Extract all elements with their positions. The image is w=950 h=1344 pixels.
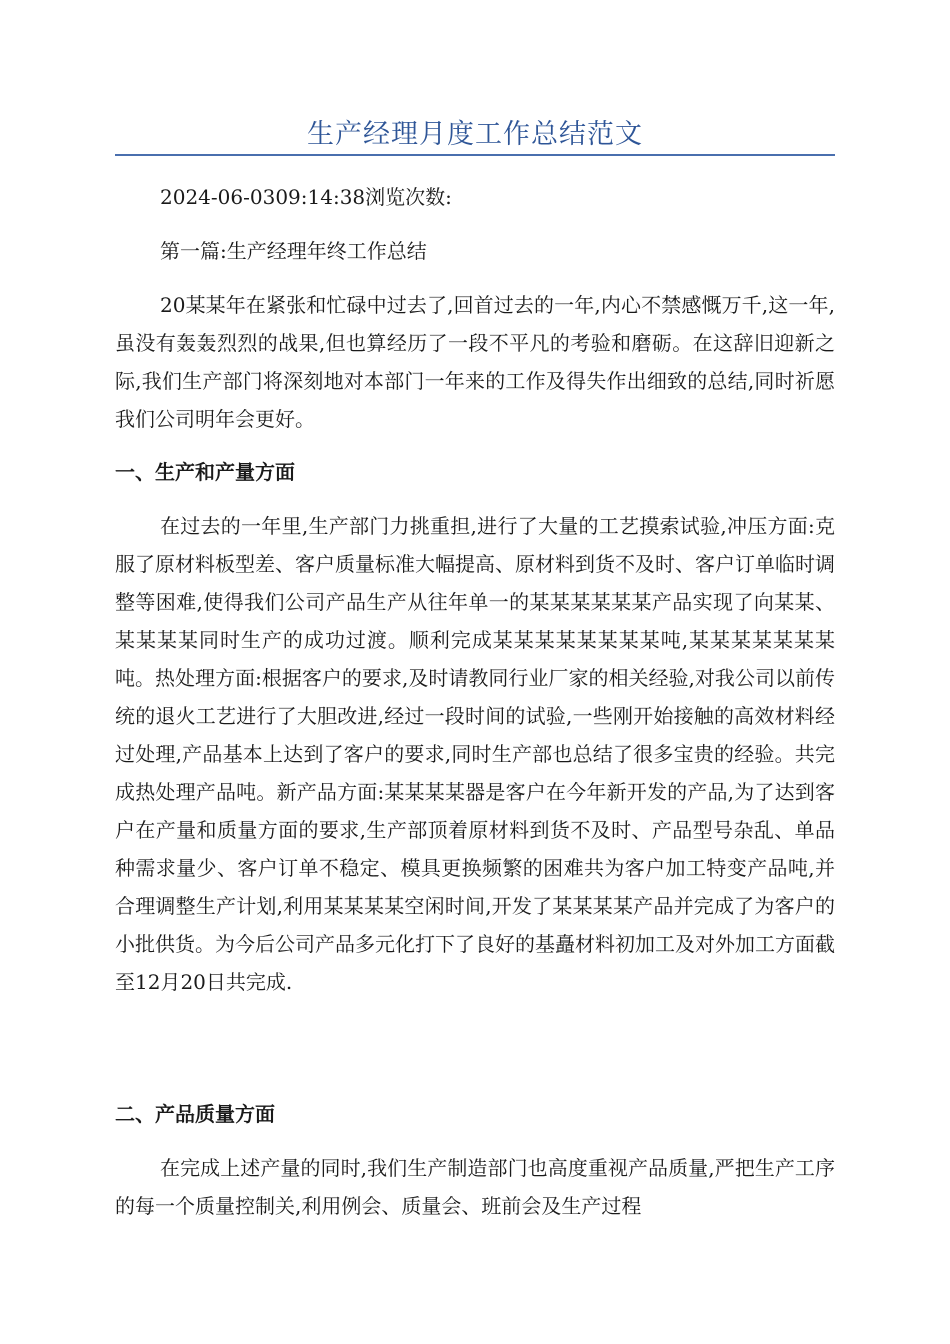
section-body-production: 在过去的一年里,生产部门力挑重担,进行了大量的工艺摸索试验,冲压方面:克服了原材料板型差、客户质量标准大幅提高、原材料到货不及时、客户订单临时调整等困难,使得我们公司产品生产从往年单一的某某某某某某产品实现了向某某、某某某某同时生产的成功过渡。顺利完成某某某某某某某某吨,某某某某某某某吨。热处理方面:根据客户的要求,及时请教同行业厂家的相关经验,对我公司以前传统的退火工艺进行了大胆改进,经过一段时间的试验,一些刚开始接触的高效材料经过处理,产品基本上达到了客户的要求,同时生产部也总结了很多宝贵的经验。共完成热处理产品吨。新产品方面:某某某某器是客户在今年新开发的产品,为了达到客户在产量和质量方面的要求,生产部顶着原材料到货不及时、产品型号杂乱、单品种需求量少、客户订单不稳定、模具更换频繁的困难共为客户加工特变产品吨,并合理调整生产计划,利用某某某某空闲时间,开发了某某某某产品并完成了为客户的小批供货。为今后公司产品多元化打下了良好的基矗材料初加工及对外加工方面截至12月20日共完成. — [115, 514, 835, 994]
section-heading-quality: 二、产品质量方面 — [115, 1102, 275, 1126]
article-subtitle: 第一篇:生产经理年终工作总结 — [160, 239, 427, 263]
page-title: 生产经理月度工作总结范文 — [307, 119, 643, 150]
section-heading-production: 一、生产和产量方面 — [115, 460, 295, 484]
section-body-quality: 在完成上述产量的同时,我们生产制造部门也高度重视产品质量,严把生产工序的每一个质量控制关,利用例会、质量会、班前会及生产过程 — [115, 1156, 835, 1218]
title-underline — [115, 154, 835, 156]
intro-paragraph: 20某某年在紧张和忙碌中过去了,回首过去的一年,内心不禁感慨万千,这一年,虽没有轰轰烈烈的战果,但也算经历了一段不平凡的考验和磨砺。在这辞旧迎新之际,我们生产部门将深刻地对本部门一年来的工作及得失作出细致的总结,同时祈愿我们公司明年会更好。 — [115, 293, 835, 431]
publish-meta: 2024-06-0309:14:38浏览次数: — [160, 185, 452, 209]
